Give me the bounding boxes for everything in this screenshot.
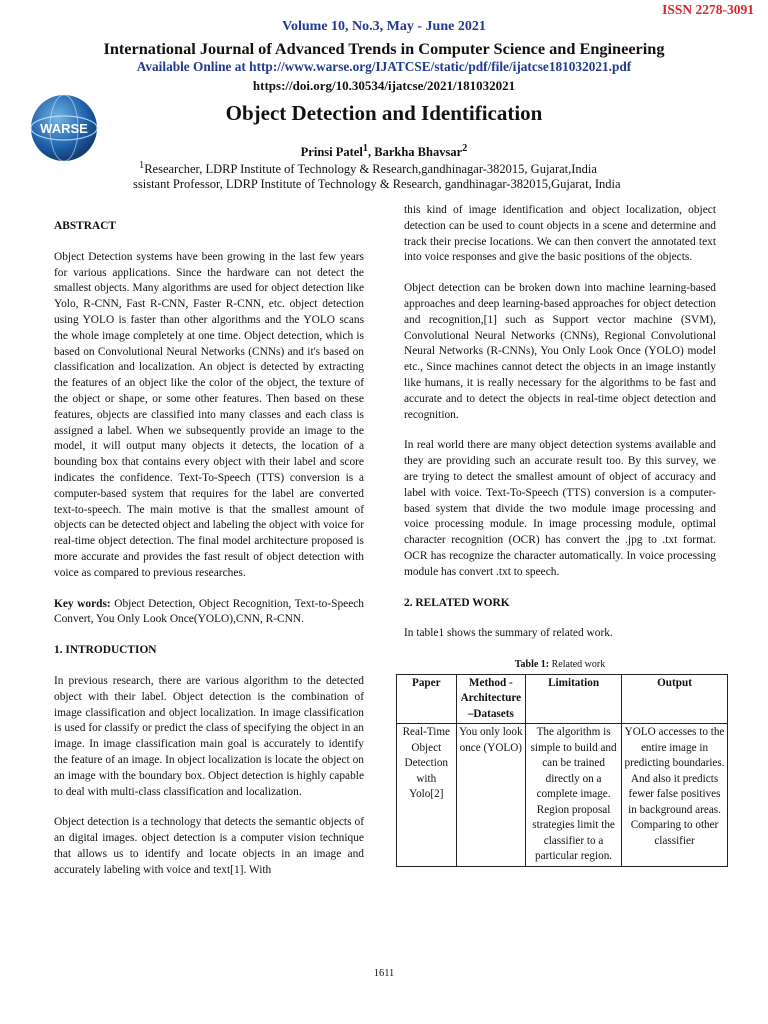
keywords-text: Object Detection, Object Recognition, Text-to-Speech Convert, You Only Look Once(YOLO),CNN, R-CNN. [54,597,365,626]
related-work-heading: 2. RELATED WORK [404,596,510,609]
right-paragraph-1: this kind of image identification and object localization, object detection can be used to count objects in a scene and determine and track their precise locations. We can then convert the annotated text into voice responses and give the basic positions of the objects. [404,204,716,264]
keywords-label: Key words: [54,597,111,610]
header-paper: Paper [397,674,457,724]
keywords [54,597,364,629]
cell-method: You only look once (YOLO) [456,724,526,867]
journal-title: International Journal of Advanced Trends in Computer Science and Engineering [103,39,665,58]
author-separator: , [368,145,375,160]
authors-line [0,143,768,160]
warse-logo-text: WARSE [40,121,88,136]
abstract-text: Object Detection systems have been growing in the last few years for various applications. Since the hardware can not detect the smallest objects. Many algorithms are used for object detection like Yolo, R-CNN, Fast R-CNN, Faster R-CNN, etc. object detection using YOLO is faster than other algorithms and the YOLO scans the whole image completely at one time. Object detection, which is based on Convolutional Neural Networks (CNNs) and it's based on classification and localization. An object is detected by extracting the features of an object like the color of the object, the texture of the object or shape, or some other features. Then based on these features, objects are classified into many classes and each class is assigned a label. When we subsequently provide an image to the model, it will output many objects it detects, the location of a bounding box that contains every object with their label and score indicates the confidence. Text-To-Speech (TTS) conversion is a computer-based system that requires for the label are converted text-to-speech. The main motive is that the smallest amount of objects can be detected object and labeling the object with voice for real-time object detection. The final model architecture proposed is more accurate and provides the fast result of object detection with voice as compared to previous researches. [54,250,364,579]
table-caption [404,657,716,673]
affiliation-2: ssistant Professor, LDRP Institute of Technology & Research, gandhinagar-382015,Gujarat, India [133,177,621,191]
table-caption-text: Related work [549,659,606,671]
affiliation-1-sup: 1 [139,160,145,171]
affiliation-1-text: Researcher, LDRP Institute of Technology & Research,gandhinagar-382015, Gujarat,India [144,162,597,177]
table-header-row [397,674,728,724]
right-paragraph-3: In real world there are many object detection systems available and they are providing such an accurate result too. By this survey, we are trying to detect the smallest amount of object of accuracy and label with voice. Text-To-Speech (TTS) conversion is a computer- based system that divide the two module image processing and voice processing module. In image processing module, optimal character recognition (OCR) has convert the .jpg to .txt format. OCR has recognize the character automatically. In voice processing module has convert .txt to speech. [404,439,716,578]
volume-line: Volume 10, No.3, May - June 2021 [282,19,486,34]
doi-link[interactable]: https://doi.org/10.30534/ijatcse/2021/181032021 [252,78,516,93]
author-1: Prinsi Patel [300,145,363,160]
table-row [397,724,728,867]
intro-heading: 1. INTRODUCTION [54,644,157,657]
cell-limitation: The algorithm is simple to build and can be trained directly on a complete image. Region proposal strategies limit the classifier to a particular region. [526,724,622,867]
cell-paper: Real-Time Object Detection with Yolo[2] [397,724,457,867]
paper-title: Object Detection and Identification [225,101,543,125]
right-paragraph-2: Object detection can be broken down into machine learning-based approaches and deep learning-based approaches for object detection and recognition,[1] such as Support vector machine (SVM), Convolutional Neural Networks (CNNs), Regional Convolutional Neural Networks (R-CNNs), You Only Look Once (YOLO) model etc., Since machines cannot detect the objects in an image instantly like humans, it is really necessary for the algorithms to be fast and accurate and to detect the objects in real-time object detection and recognition. [404,282,716,421]
author-2: Barkha Bhavsar [374,145,463,160]
page-number: 1611 [373,968,395,979]
related-work-intro: In table1 shows the summary of related work. [404,627,613,640]
right-column [402,203,725,867]
author-2-sup: 2 [462,143,468,154]
available-online-link[interactable]: Available Online at http://www.warse.org/IJATCSE/static/pdf/file/ijatcse181032021.pdf [136,59,632,74]
cell-output: YOLO accesses to the entire image in predicting boundaries. And also it predicts fewer false positives in background areas. Comparing to other classifier [622,724,728,867]
affiliation-1 [139,160,597,177]
table-caption-label: Table 1: [514,659,550,671]
left-column [54,219,364,893]
author-1-sup: 1 [362,143,368,154]
header-method: Method -Architecture –Datasets [456,674,526,724]
abstract-heading: ABSTRACT [54,220,117,232]
header-output: Output [622,674,728,724]
issn-label: ISSN 2278-3091 [662,2,754,17]
header-limitation: Limitation [526,674,622,724]
related-work-table [396,674,728,867]
intro-paragraph-2: Object detection is a technology that detects the semantic objects of an digital images. object detection is a computer vision technique that allows us to identify and locate objects in an image and accurately labeling with voice and text[1]. With [54,816,364,876]
intro-paragraph-1: In previous research, there are various algorithm to the detected object with their label. Object detection is the combination of image classification and object localization. In image classification is used for classify or predict the class of specifying the object in an image. In image classification main goal is accurately to identify the feature of an image. In object localization is locate the object on an image with the boundary box. Object detection is highly capable to deal with multi-class classification and localization. [54,674,364,798]
